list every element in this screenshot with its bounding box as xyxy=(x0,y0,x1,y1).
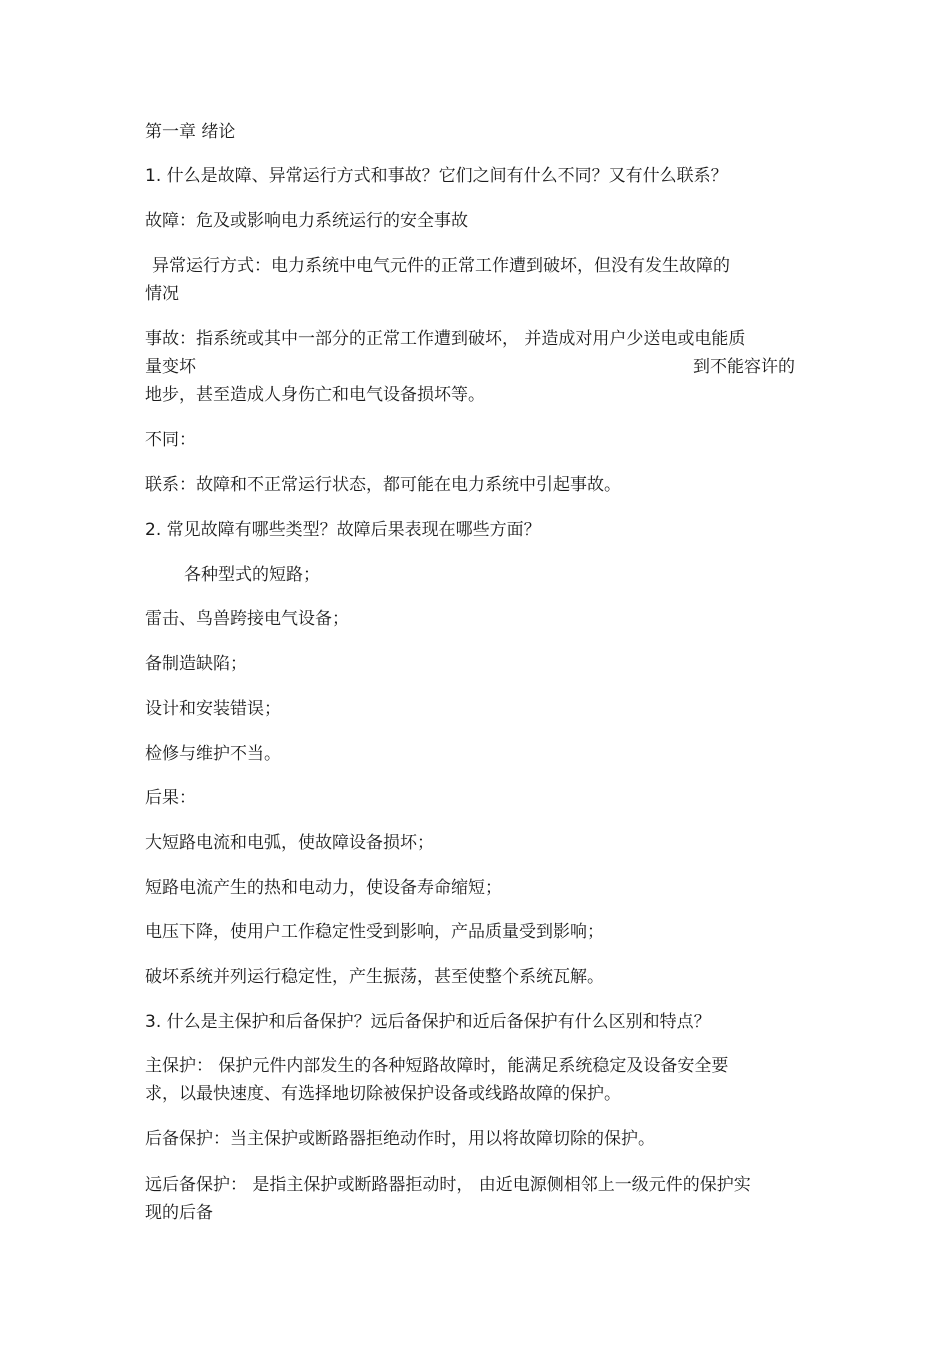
accident-definition-line-3: 地步，甚至造成人身伤亡和电气设备损坏等。 xyxy=(145,385,485,405)
fault-type-item: 各种型式的短路； xyxy=(184,565,320,585)
question-3: 3. 什么是主保护和后备保护？远后备保护和近后备保护有什么区别和特点？ xyxy=(145,1012,711,1032)
difference-label: 不同： xyxy=(145,430,196,450)
fault-type-item: 检修与维护不当。 xyxy=(145,744,281,764)
fault-type-item: 备制造缺陷； xyxy=(145,654,247,674)
consequence-label: 后果： xyxy=(145,788,196,808)
chapter-title: 第一章 绪论 xyxy=(145,122,236,142)
remote-backup-line-2: 现的后备 xyxy=(145,1203,213,1223)
main-protection-line-2: 求，以最快速度、有选择地切除被保护设备或线路故障的保护。 xyxy=(145,1084,621,1104)
question-1: 1. 什么是故障、异常运行方式和事故？它们之间有什么不同？又有什么联系？ xyxy=(145,166,728,186)
backup-protection: 后备保护：当主保护或断路器拒绝动作时，用以将故障切除的保护。 xyxy=(145,1129,655,1149)
accident-definition-line-2b: 到不能容许的 xyxy=(693,357,795,377)
relation-text: 联系：故障和不正常运行状态，都可能在电力系统中引起事故。 xyxy=(145,475,621,495)
fault-type-item: 雷击、鸟兽跨接电气设备； xyxy=(145,609,349,629)
consequence-item: 大短路电流和电弧，使故障设备损坏； xyxy=(145,833,434,853)
accident-definition-line-2a: 量变坏 xyxy=(145,357,196,377)
main-protection-line-1: 主保护： 保护元件内部发生的各种短路故障时，能满足系统稳定及设备安全要 xyxy=(145,1056,729,1076)
fault-type-item: 设计和安装错误； xyxy=(145,699,281,719)
abnormal-definition-line-2: 情况 xyxy=(145,284,179,304)
consequence-item: 破坏系统并列运行稳定性，产生振荡，甚至使整个系统瓦解。 xyxy=(145,967,604,987)
accident-definition-line-1: 事故：指系统或其中一部分的正常工作遭到破坏， 并造成对用户少送电或电能质 xyxy=(145,329,746,349)
fault-definition: 故障：危及或影响电力系统运行的安全事故 xyxy=(145,211,468,231)
remote-backup-line-1: 远后备保护： 是指主保护或断路器拒动时， 由近电源侧相邻上一级元件的保护实 xyxy=(145,1175,751,1195)
question-2: 2. 常见故障有哪些类型？故障后果表现在哪些方面？ xyxy=(145,520,541,540)
abnormal-definition-line-1: 异常运行方式：电力系统中电气元件的正常工作遭到破坏，但没有发生故障的 xyxy=(152,256,730,276)
consequence-item: 电压下降，使用户工作稳定性受到影响，产品质量受到影响； xyxy=(145,922,604,942)
consequence-item: 短路电流产生的热和电动力，使设备寿命缩短； xyxy=(145,878,502,898)
